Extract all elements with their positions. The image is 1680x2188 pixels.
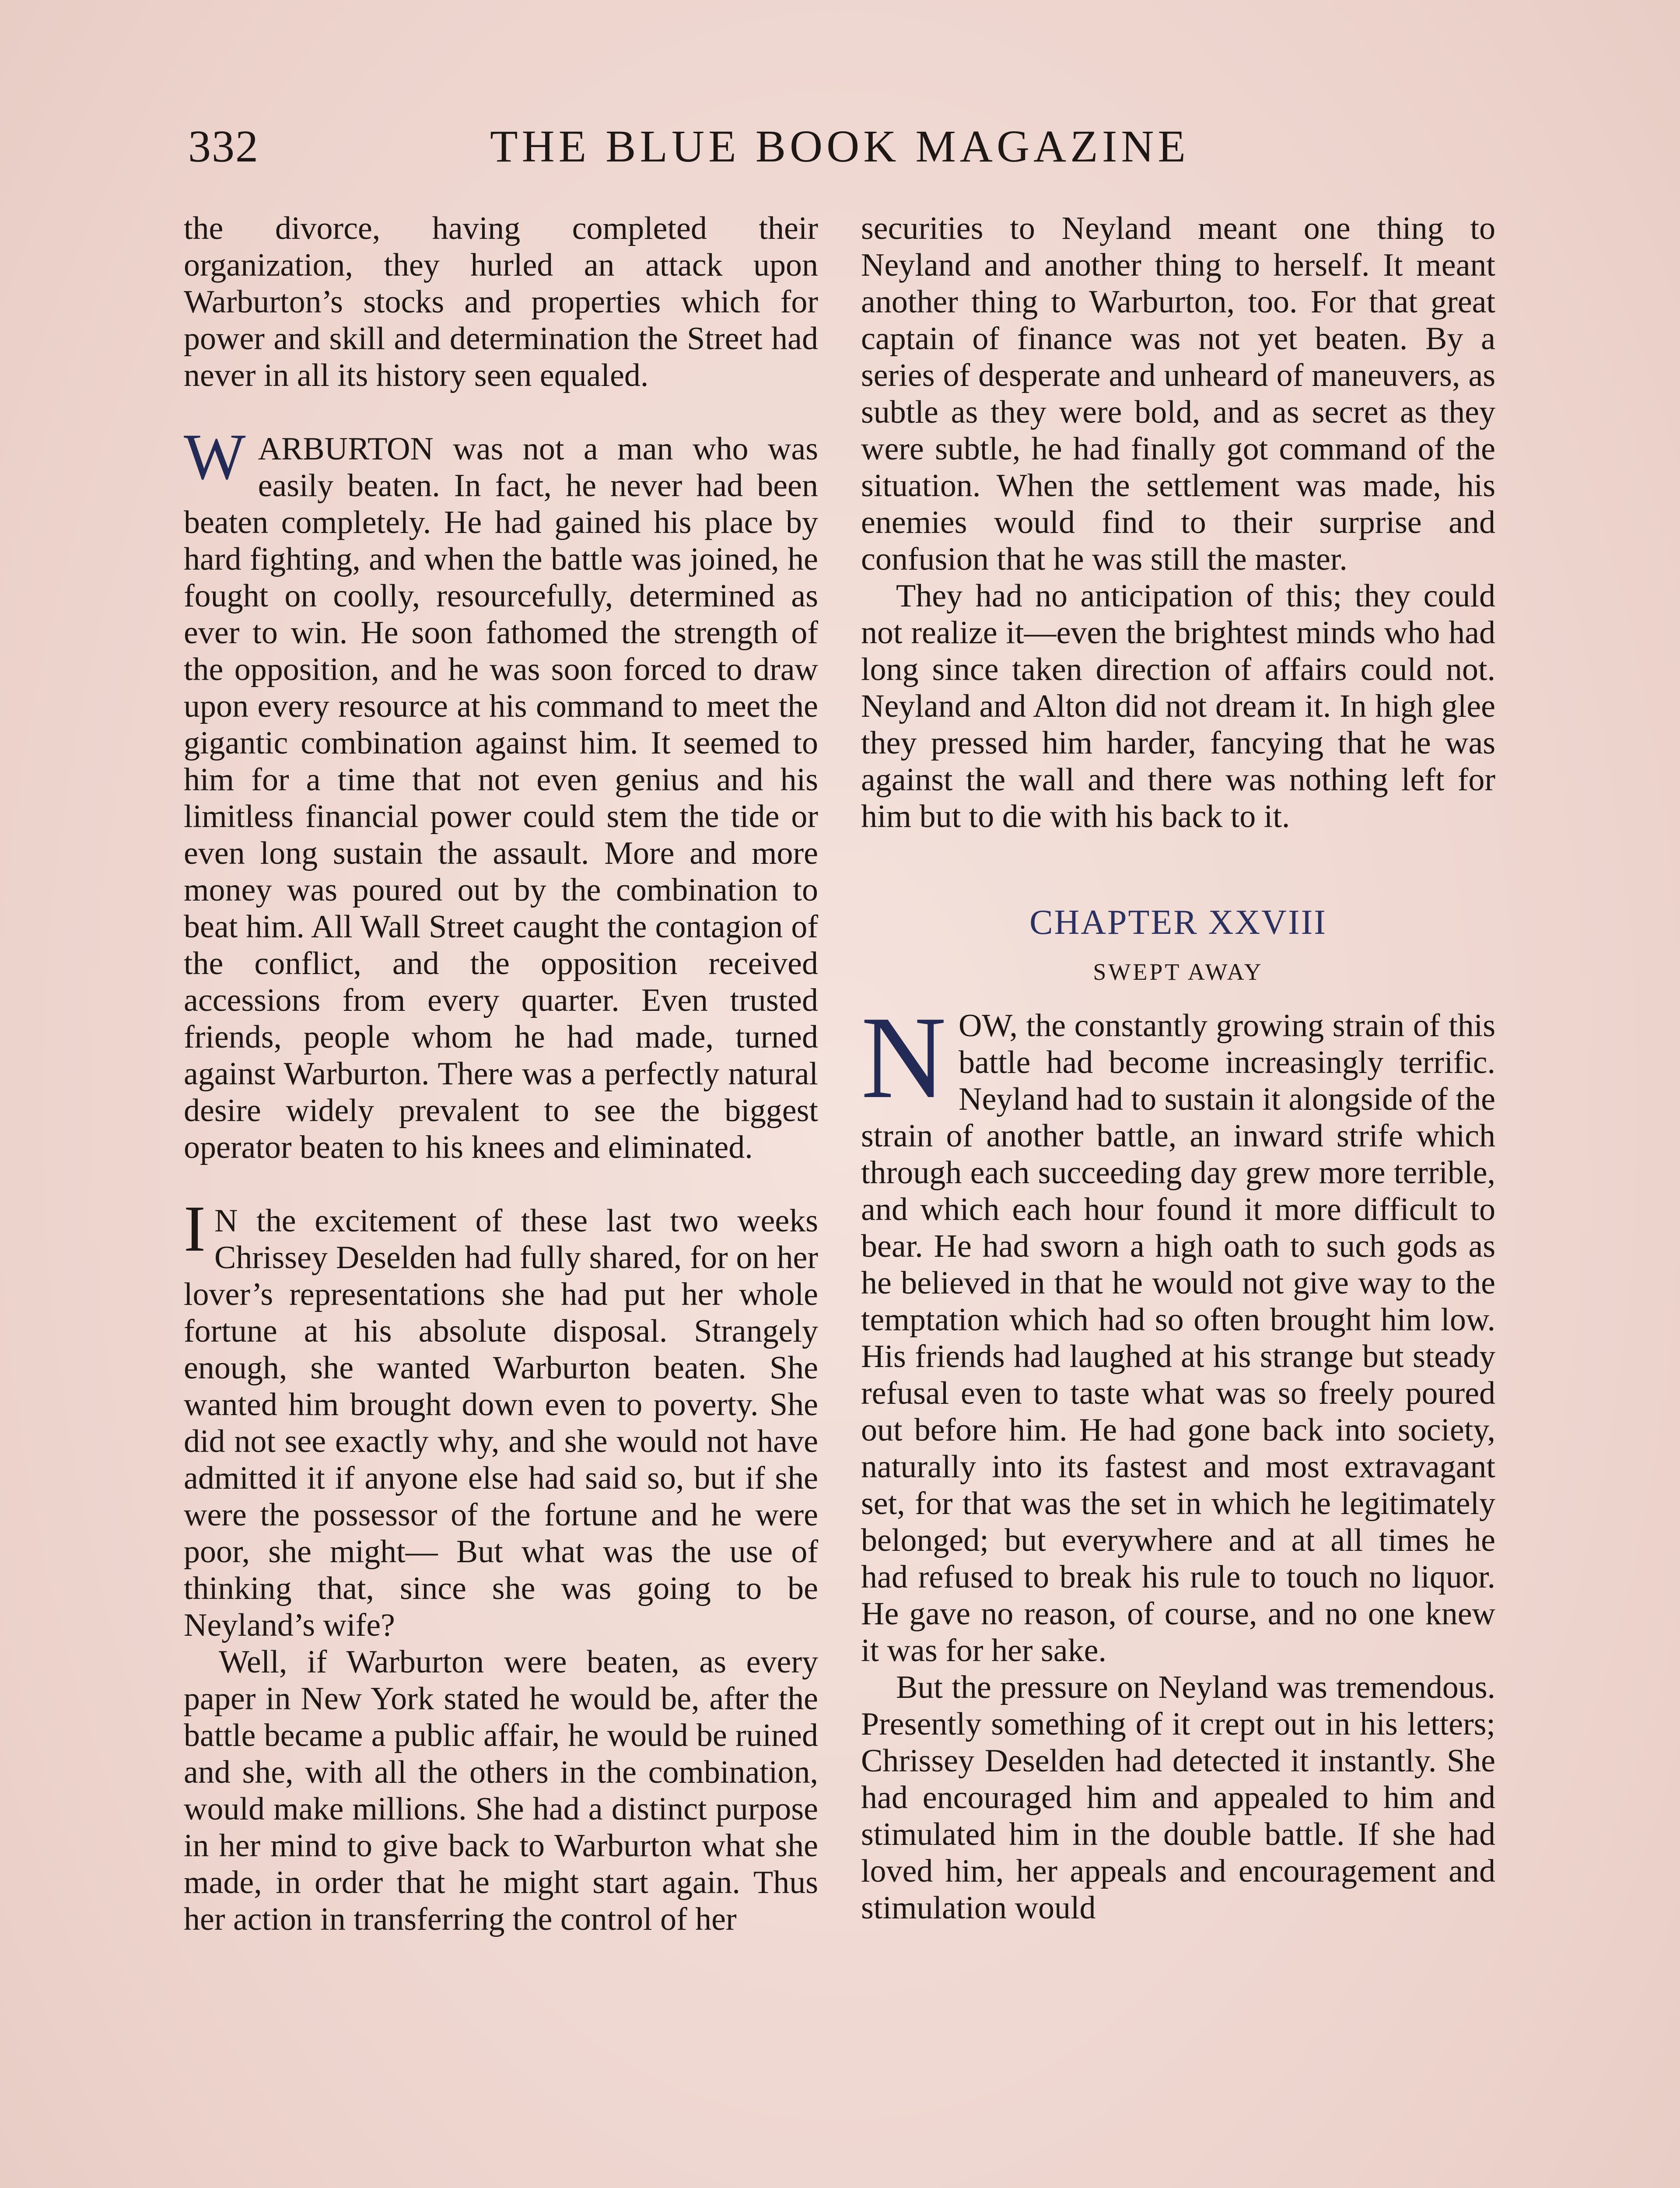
paragraph: securities to Neyland meant one thing to Neyland and another thing to herself. It meant another thing to Warburton, too. For that great captain of finance was not yet beaten. By a series of desperate and unheard of maneuvers, as subtle as they were bold, and as secret as they were subtle, he had finally got command of the situation. When the settlement was made, his enemies would find to their surprise and confusion that he was still the master. (861, 210, 1495, 577)
paragraph-text: ARBURTON was not a man who was easily beaten. In fact, he never had been beaten completely. He had gained his place by hard fighting, and when the battle was joined, he fought on coolly, resourcefully, determined as ever to win. He soon fathomed the strength of the opposition, and he was soon forced to draw upon every resource at his command to meet the gigantic combination against him. It seemed to him for a time that not even genius and his limitless financial power could stem the tide or even long sustain the assault. More and more money was poured out by the combination to beat him. All Wall Street caught the contagion of the conflict, and the opposition received accessions from every quarter. Even trusted friends, people whom he had made, turned against Warburton. There was a perfectly natural desire widely prevalent to see the biggest operator beaten to his knees and eliminated. (184, 431, 818, 1165)
drop-cap: N (861, 992, 946, 1123)
paragraph: They had no anticipation of this; they could not realize it—even the brightest minds who had long since taken direction of affairs could not. Neyland and Alton did not dream it. In high glee they pressed him harder, fancying that he was against the wall and there was nothing left for him but to die with his back to it. (861, 578, 1495, 835)
chapter-subtitle: SWEPT AWAY (1093, 959, 1264, 985)
paragraph-with-drop-cap (861, 992, 1495, 1669)
running-header (188, 118, 1496, 175)
paragraph: But the pressure on Neyland was tremendous. Presently something of it crept out in his letters; Chrissey Deselden had detected it instantly. She had encouraged him and appealed to him and stimulated him in the double battle. If she had loved him, her appeals and encouragement and stimulation would (861, 1669, 1495, 1926)
magazine-title: THE BLUE BOOK MAGAZINE (490, 121, 1190, 172)
paragraph-with-drop-cap (184, 421, 818, 1166)
paragraph-with-drop-cap (184, 1192, 818, 1644)
drop-cap: I (184, 1192, 206, 1265)
paragraph-text: N the excitement of these last two weeks Chrissey Deselden had fully shared, for on her lover’s representations she had put her whole fortune at his absolute disposal. Strangely enough, she wanted Warburton beaten. She wanted him brought down even to poverty. She did not see exactly why, and she would not have admitted it if anyone else had said so, but if she were the possessor of the fortune and he were poor, she might— But what was the use of thinking that, since she was going to be Neyland’s wife? (184, 1203, 818, 1643)
right-column (861, 210, 1495, 1926)
paragraph-text: OW, the constantly growing strain of this battle had become increasingly terrific. Neyland had to sustain it alongside of the strain of another battle, an inward strife which through each succeeding day grew more terrible, and which each hour found it more difficult to bear. He had sworn a high oath to such gods as he believed in that he would not give way to the temptation which had so often brought him low. His friends had laughed at his strange but steady refusal even to taste what was so freely poured out before him. He had gone back into society, naturally into its fastest and most extravagant set, for that was the set in which he legitimately belonged; but everywhere and at all times he had refused to break his rule to touch no liquor. He gave no reason, of course, and no one knew it was for her sake. (861, 1008, 1495, 1669)
chapter-title: CHAPTER XXVIII (1029, 903, 1327, 942)
paragraph: the divorce, having completed their organization, they hurled an attack upon Warburton’s stocks and properties which for power and skill and determination the Street had never in all its history seen equaled. (184, 210, 818, 393)
paragraph: Well, if Warburton were beaten, as every paper in New York stated he would be, after the battle became a public affair, he would be ruined and she, with all the others in the combination, would make millions. She had a distinct purpose in her mind to give back to Warburton what she made, in order that he might start again. Thus her action in transferring the control of her (184, 1644, 818, 1937)
left-column (184, 210, 818, 1938)
page-number: 332 (188, 121, 259, 172)
drop-cap: W (184, 421, 246, 493)
